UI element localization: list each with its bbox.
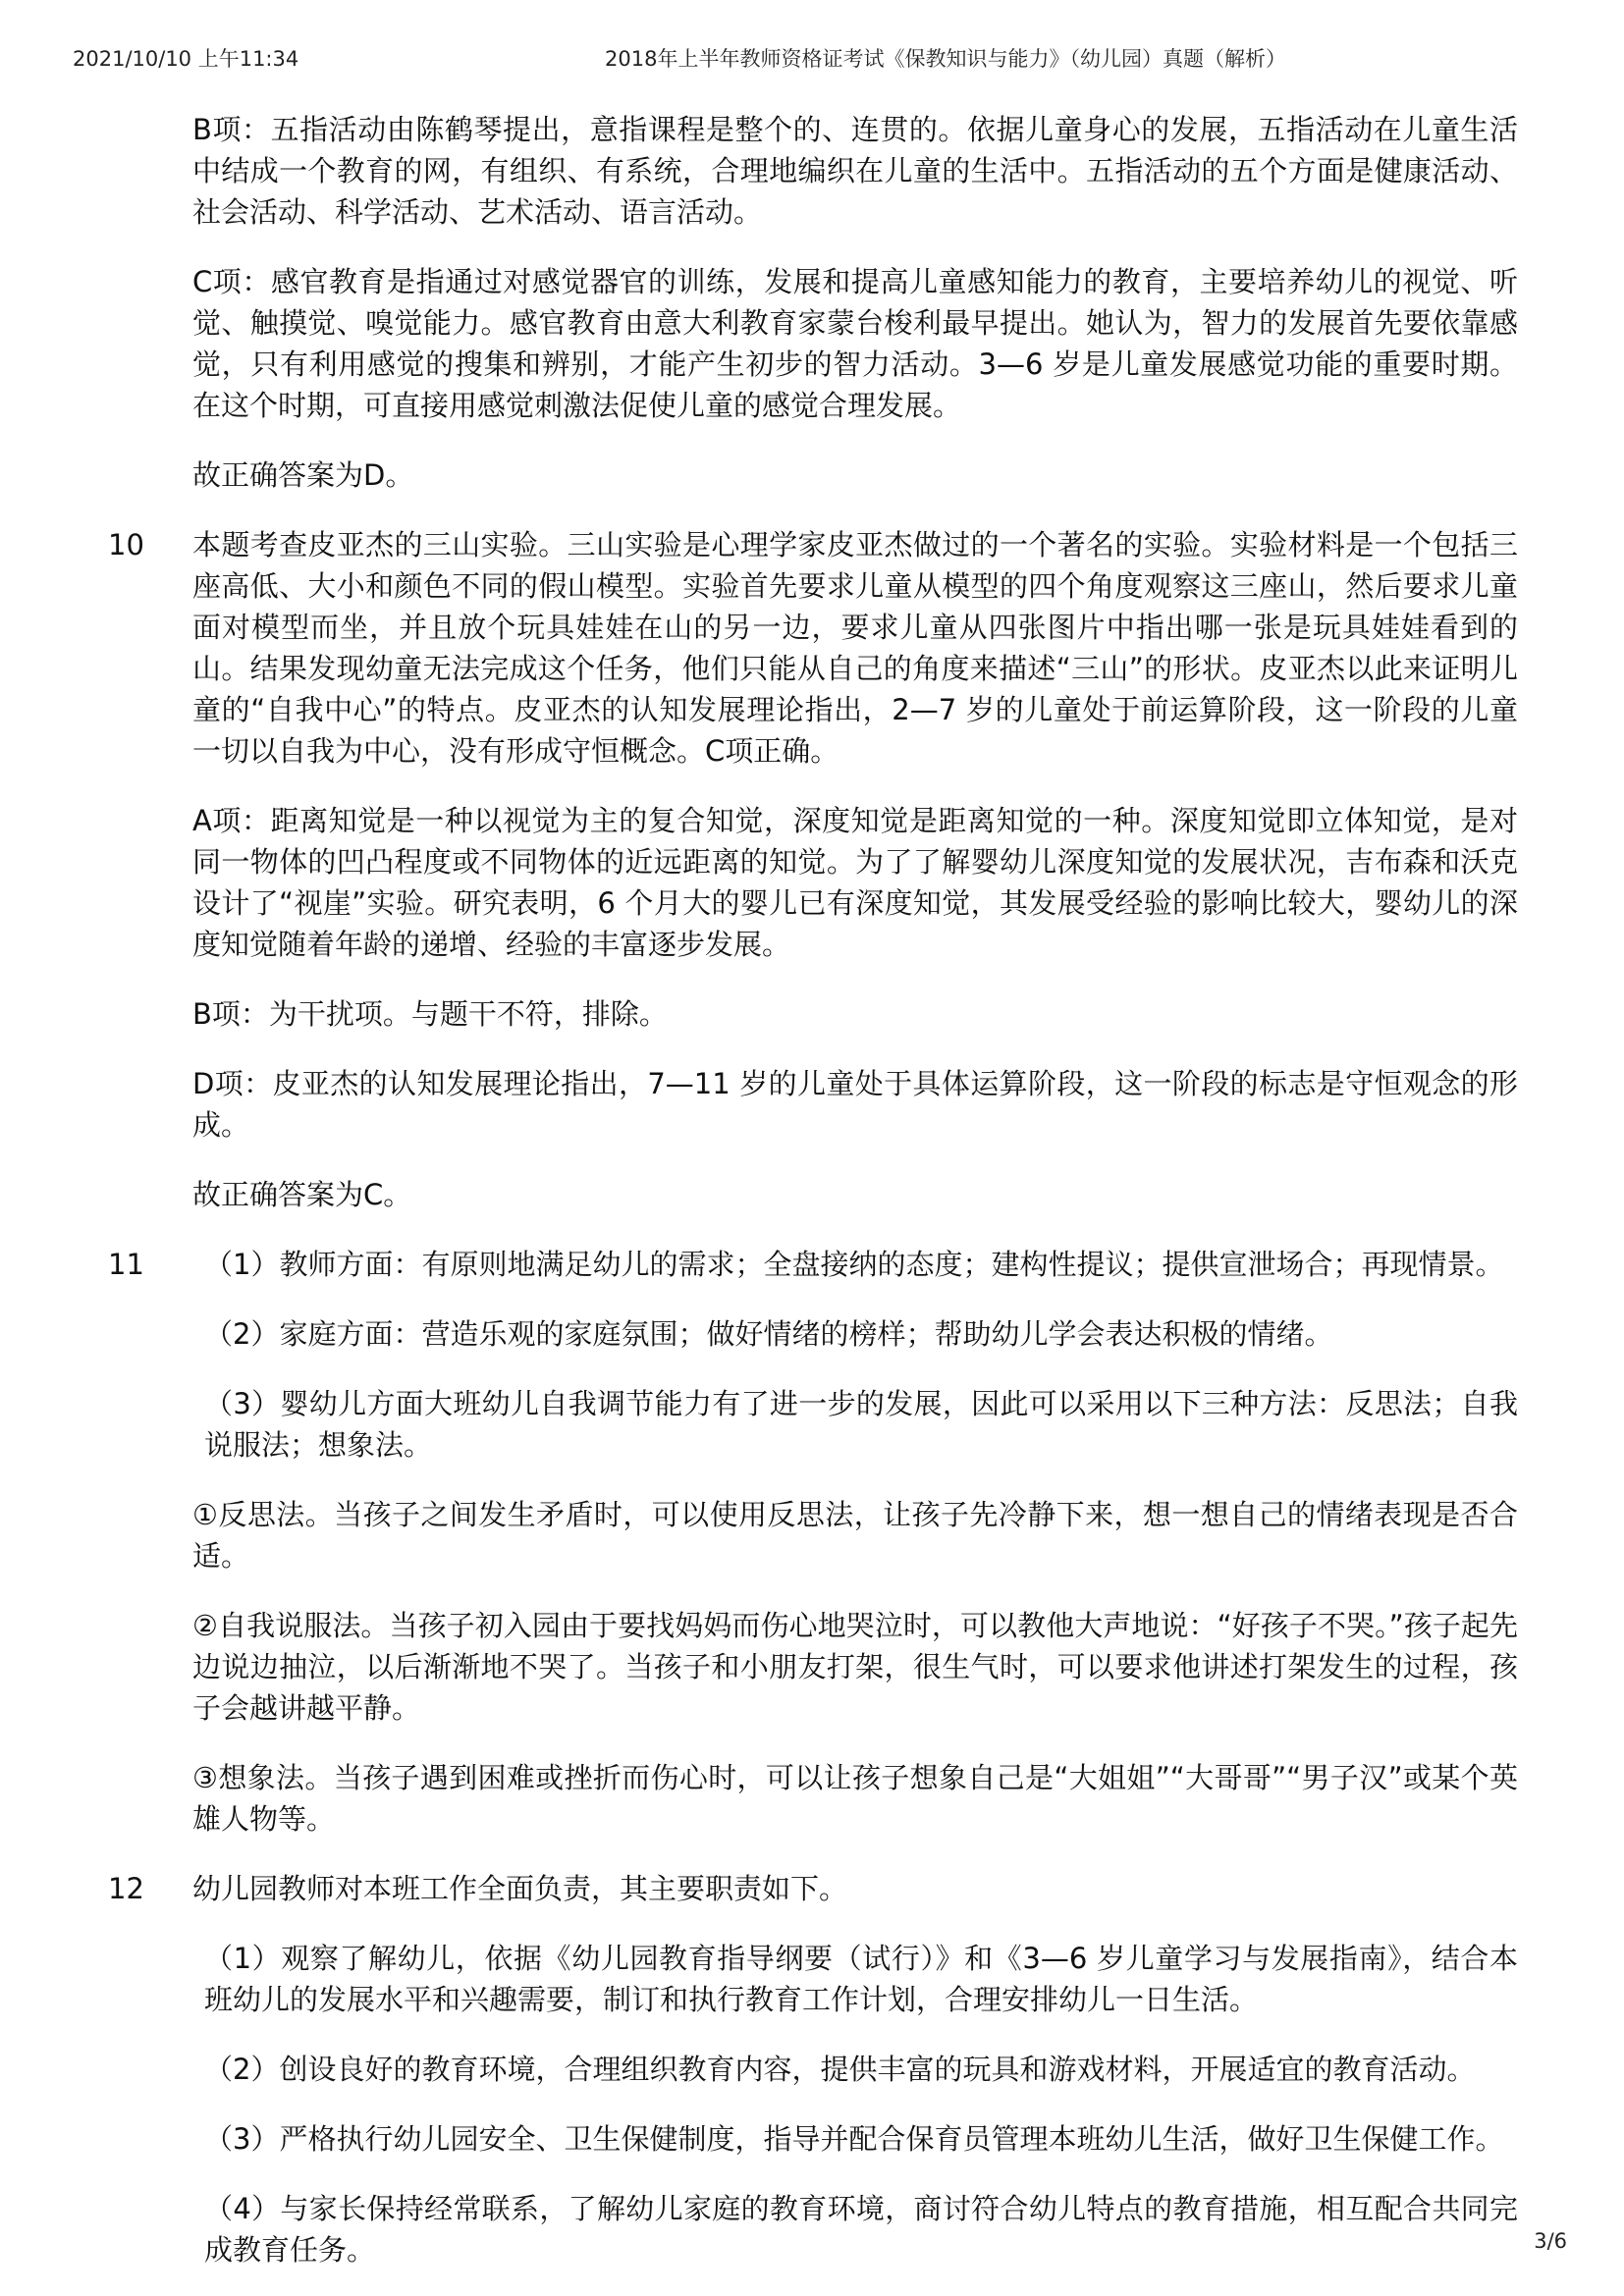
q11-point-1: （1）教师方面：有原则地满足幼儿的需求；全盘接纳的态度；建构性提议；提供宣泄场合；再现情景。 bbox=[204, 1248, 1504, 1281]
q10-option-a: A项：距离知觉是一种以视觉为主的复合知觉，深度知觉是距离知觉的一种。深度知觉即立体知觉，是对同一物体的凹凸程度或不同物体的近远距离的知觉。为了了解婴幼儿深度知觉的发展状况，吉布森和沃克设计了“视崖”实验。研究表明，6 个月大的婴儿已有深度知觉，其发展受经验的影响比较大，婴幼儿的深度知觉随着年龄的递增、经验的丰富逐步发展。 bbox=[192, 804, 1518, 961]
q12-duty-3: （3）严格执行幼儿园安全、卫生保健制度，指导并配合保育员管理本班幼儿生活，做好卫生保健工作。 bbox=[204, 2122, 1504, 2156]
q12-duty-4: （4）与家长保持经常联系，了解幼儿家庭的教育环境，商讨符合幼儿特点的教育措施，相互配合共同完成教育任务。 bbox=[204, 2192, 1518, 2267]
q12-duty-2: （2）创设良好的教育环境，合理组织教育内容，提供丰富的玩具和游戏材料，开展适宜的教育活动。 bbox=[204, 2053, 1476, 2086]
q11-point-2: （2）家庭方面：营造乐观的家庭氛围；做好情绪的榜样；帮助幼儿学会表达积极的情绪。 bbox=[204, 1317, 1333, 1351]
q9-option-c: C项：感官教育是指通过对感觉器官的训练，发展和提高儿童感知能力的教育，主要培养幼儿的视觉、听觉、触摸觉、嗅觉能力。感官教育由意大利教育家蒙台梭利最早提出。她认为，智力的发展首先要依靠感觉，只有利用感觉的搜集和辨别，才能产生初步的智力活动。3—6 岁是儿童发展感觉功能的重要时期。在这个时期，可直接用感觉刺激法促使儿童的感觉合理发展。 bbox=[192, 265, 1518, 422]
q10-option-b: B项：为干扰项。与题干不符，排除。 bbox=[192, 997, 668, 1031]
q11-point-3: （3）婴幼儿方面大班幼儿自我调节能力有了进一步的发展，因此可以采用以下三种方法：反思法；自我说服法；想象法。 bbox=[204, 1387, 1518, 1462]
q9-answer: 故正确答案为D。 bbox=[192, 458, 414, 492]
q11-method-2: ②自我说服法。当孩子初入园由于要找妈妈而伤心地哭泣时，可以教他大声地说：“好孩子不哭。”孩子起先边说边抽泣，以后渐渐地不哭了。当孩子和小朋友打架，很生气时，可以要求他讲述打架发生的过程，孩子会越讲越平静。 bbox=[192, 1609, 1518, 1725]
question-number: 10 bbox=[108, 528, 144, 561]
print-datetime: 2021/10/10 上午11:34 bbox=[73, 47, 299, 71]
question-number: 11 bbox=[108, 1248, 144, 1281]
question-number: 12 bbox=[108, 1872, 144, 1905]
q10-option-d: D项：皮亚杰的认知发展理论指出，7—11 岁的儿童处于具体运算阶段，这一阶段的标志是守恒观念的形成。 bbox=[192, 1067, 1518, 1142]
question-11 bbox=[108, 1244, 1522, 1840]
q10-explanation: 本题考查皮亚杰的三山实验。三山实验是心理学家皮亚杰做过的一个著名的实验。实验材料是一个包括三座高低、大小和颜色不同的假山模型。实验首先要求儿童从模型的四个角度观察这三座山，然后要求儿童面对模型而坐，并且放个玩具娃娃在山的另一边，要求儿童从四张图片中指出哪一张是玩具娃娃看到的山。结果发现幼童无法完成这个任务，他们只能从自己的角度来描述“三山”的形状。皮亚杰以此来证明儿童的“自我中心”的特点。皮亚杰的认知发展理论指出，2—7 岁的儿童处于前运算阶段，这一阶段的儿童一切以自我为中心，没有形成守恒概念。C项正确。 bbox=[192, 528, 1518, 768]
question-9-continued bbox=[108, 109, 1522, 496]
page-number: 3/6 bbox=[1534, 2229, 1567, 2253]
q10-answer: 故正确答案为C。 bbox=[192, 1178, 412, 1211]
q11-method-1: ①反思法。当孩子之间发生矛盾时，可以使用反思法，让孩子先冷静下来，想一想自己的情绪表现是否合适。 bbox=[192, 1498, 1518, 1573]
answer-content bbox=[108, 80, 1522, 2290]
q12-intro: 幼儿园教师对本班工作全面负责，其主要职责如下。 bbox=[192, 1872, 848, 1905]
question-10 bbox=[108, 524, 1522, 1215]
question-12 bbox=[108, 1868, 1522, 2270]
q9-option-b: B项：五指活动由陈鹤琴提出，意指课程是整个的、连贯的。依据儿童身心的发展，五指活动在儿童生活中结成一个教育的网，有组织、有系统，合理地编织在儿童的生活中。五指活动的五个方面是健康活动、社会活动、科学活动、艺术活动、语言活动。 bbox=[192, 113, 1518, 229]
q12-duty-1: （1）观察了解幼儿，依据《幼儿园教育指导纲要（试行）》和《3—6 岁儿童学习与发展指南》，结合本班幼儿的发展水平和兴趣需要，制订和执行教育工作计划，合理安排幼儿一日生活。 bbox=[204, 1942, 1518, 2016]
document-title: 2018年上半年教师资格证考试《保教知识与能力》（幼儿园）真题（解析） bbox=[605, 47, 1286, 71]
q11-method-3: ③想象法。当孩子遇到困难或挫折而伤心时，可以让孩子想象自己是“大姐姐”“大哥哥”“男子汉”或某个英雄人物等。 bbox=[192, 1761, 1518, 1836]
